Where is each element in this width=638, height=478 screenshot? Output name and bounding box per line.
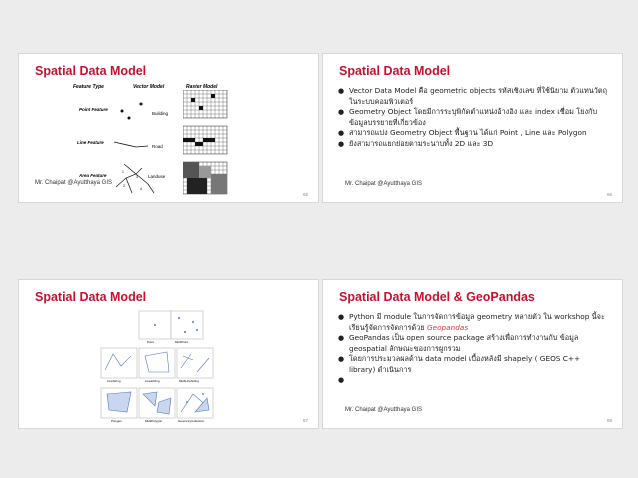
vector-label-building: Building <box>152 111 169 116</box>
bullet-item: ● สามารถแบ่ง Geometry Object พื้นฐาน ได้แก่ Point , Line และ Polygon <box>338 128 587 137</box>
author-credit: Mr. Chaipat @Ayutthaya GIS <box>35 180 113 186</box>
label-linearring: LinearRing <box>145 379 160 383</box>
header-feature-type: Feature Type <box>73 84 104 90</box>
slide-title: Spatial Data Model <box>35 64 147 78</box>
slide-66 <box>322 53 623 203</box>
label-linestring: LineString <box>107 379 121 383</box>
slide-68 <box>322 279 623 429</box>
label-polygon: Polygon <box>111 419 122 423</box>
bullet-item: ● Vector Data Model คือ geometric objects รหัสเชิงเลข ที่ใช้นิยาม ตัวแทนวัตถุในระบบคอมพิวเตอร์ <box>338 86 608 106</box>
page-number: 65 <box>302 192 308 197</box>
author-credit: Mr. Chaipat @Ayutthaya GIS <box>345 407 423 413</box>
area-id-2: 2 <box>123 184 125 188</box>
row-area-feature: Area Feature <box>79 173 107 178</box>
bullet-list: ● Python มี module ในการจัดการข้อมูล geometry หลายตัว ใน workshop นี้จะเรียนรู้จัดการจัดการด้วย Geopandas ● GeoPandas เป็น open source package สร้างเพื่อการทำงานกับ ข้อมูล geospatial ลักษณะของการผูกรวม ● โดยการประมวลผลด้าน data model เบื้องหลังมี shapely ( GEOS C++ library) ดำเนินการ ● <box>337 312 607 375</box>
header-raster-model: Raster Model <box>186 84 218 90</box>
slide-title: Spatial Data Model <box>35 290 147 304</box>
geometry-types-figure <box>97 308 217 424</box>
vector-label-road: Road <box>152 144 163 149</box>
bullet-item: ● Python มี module ในการจัดการข้อมูล geometry หลายตัว ใน workshop นี้จะเรียนรู้จัดการจัดการด้วย Geopandas <box>338 312 605 332</box>
row-line-feature: Line Feature <box>77 140 104 145</box>
raster-model-figure <box>183 90 231 198</box>
slide-65 <box>18 53 319 203</box>
label-geometrycollection: GeometryCollection <box>178 419 205 423</box>
area-id-3: 3 <box>136 175 138 179</box>
bullet-item: ● โดยการประมวลผลด้าน data model เบื้องหลังมี shapely ( GEOS C++ library) ดำเนินการ <box>338 354 581 374</box>
label-multilinestring: MultiLineString <box>179 379 199 383</box>
bullet-item: ● ยังสามารถแยกย่อยตามระนาบทั้ง 2D และ 3D <box>338 138 494 148</box>
page-number: 67 <box>302 418 308 423</box>
bullet-list <box>337 86 607 149</box>
area-id-4: 4 <box>140 187 142 191</box>
vector-label-landuse: Landuse <box>148 174 166 179</box>
slide-title: Spatial Data Model <box>339 64 451 78</box>
slide-67 <box>18 279 319 429</box>
author-credit: Mr. Chaipat @Ayutthaya GIS <box>345 181 423 187</box>
page-number: 66 <box>606 192 612 197</box>
page-number: 68 <box>606 418 612 423</box>
header-vector-model: Vector Model <box>133 84 165 90</box>
vector-model-figure <box>114 94 184 194</box>
row-point-feature: Point Feature <box>79 107 108 112</box>
slide-title: Spatial Data Model & GeoPandas <box>339 290 535 304</box>
geopandas-highlight: Geopandas <box>426 322 469 332</box>
bullet-item: ● GeoPandas เป็น open source package สร้างเพื่อการทำงานกับ ข้อมูล geospatial ลักษณะของการผูกรวม <box>338 333 579 353</box>
label-multipolygon: MultiPolygon <box>145 419 163 423</box>
label-point: Point <box>147 340 154 344</box>
label-multipoint: MultiPoint <box>175 340 189 344</box>
bullet-item: ● Geometry Object โดยมีการระบุพิกัดตำแหน่งอ้างอิง และ index เชื่อม โยงกับข้อมูลบรรยายที่เกี่ยวข้อง <box>338 107 598 127</box>
area-id-1: 1 <box>122 170 124 174</box>
